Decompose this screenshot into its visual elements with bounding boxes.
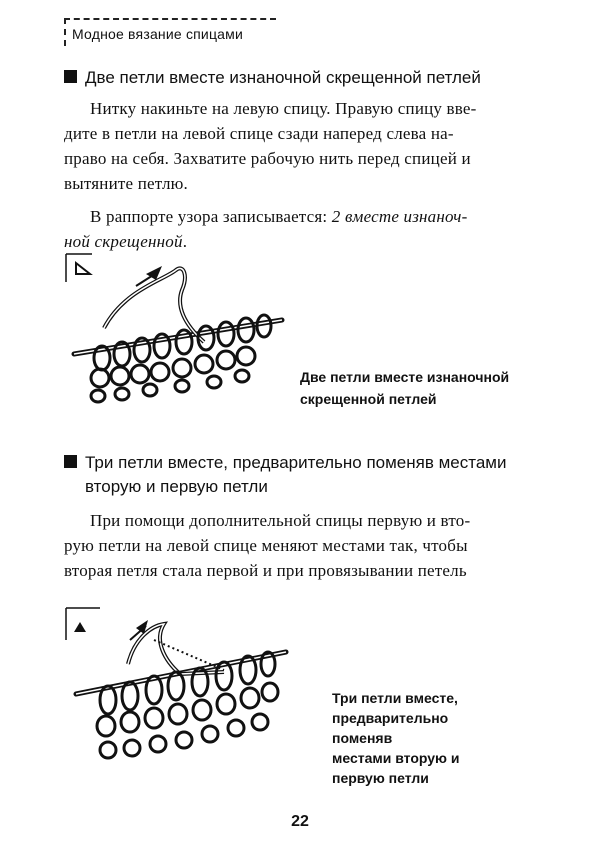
- running-head: [64, 18, 276, 46]
- page-number: 22: [291, 813, 309, 830]
- stitches: [97, 652, 278, 758]
- section2-heading: [64, 451, 507, 499]
- figure1-caption: Две петли вместе изнаночной скрещенной петлей: [300, 369, 510, 407]
- section1-paragraph2: В раппорте узора записывается: 2 вместе изнаноч- ной скрещенной.: [64, 207, 468, 251]
- section1-body: [64, 96, 542, 254]
- notation-text: 2 вместе изнаноч-: [331, 207, 468, 226]
- section2-paragraph: При помощи дополнительной спицы первую и вто- рую петли на левой спице меняют местами так, чтобы вторая петля стала первой и при провязывании петель: [64, 511, 471, 580]
- square-bullet-icon: [64, 70, 77, 83]
- section1-heading-text: Две петли вместе изнаночной скрещенной петлей: [85, 68, 481, 87]
- section2-heading-line2: вторую и первую петли: [85, 477, 268, 496]
- figure1-illustration: [64, 250, 296, 410]
- square-bullet-icon: [64, 455, 77, 468]
- running-title: Модное вязание спицами: [72, 26, 244, 42]
- triangle-filled-symbol-icon: [66, 608, 100, 640]
- section2-heading-line1: Три петли вместе, предварительно поменяв местами: [85, 453, 507, 472]
- section2-body: [64, 508, 542, 583]
- figure2-illustration: [64, 600, 294, 776]
- triangle-outline-symbol-icon: [66, 254, 92, 282]
- figure2-caption: Три петли вместе, предварительно поменяв местами вторую и первую петли: [332, 690, 460, 786]
- section1-heading: [64, 66, 481, 90]
- section1-paragraph1: Нитку накиньте на левую спицу. Правую спицу вве- дите в петли на левой спице сзади наперед слева на- право на себя. Захватите рабочую нить перед спицей и вытяните петлю.: [64, 99, 477, 193]
